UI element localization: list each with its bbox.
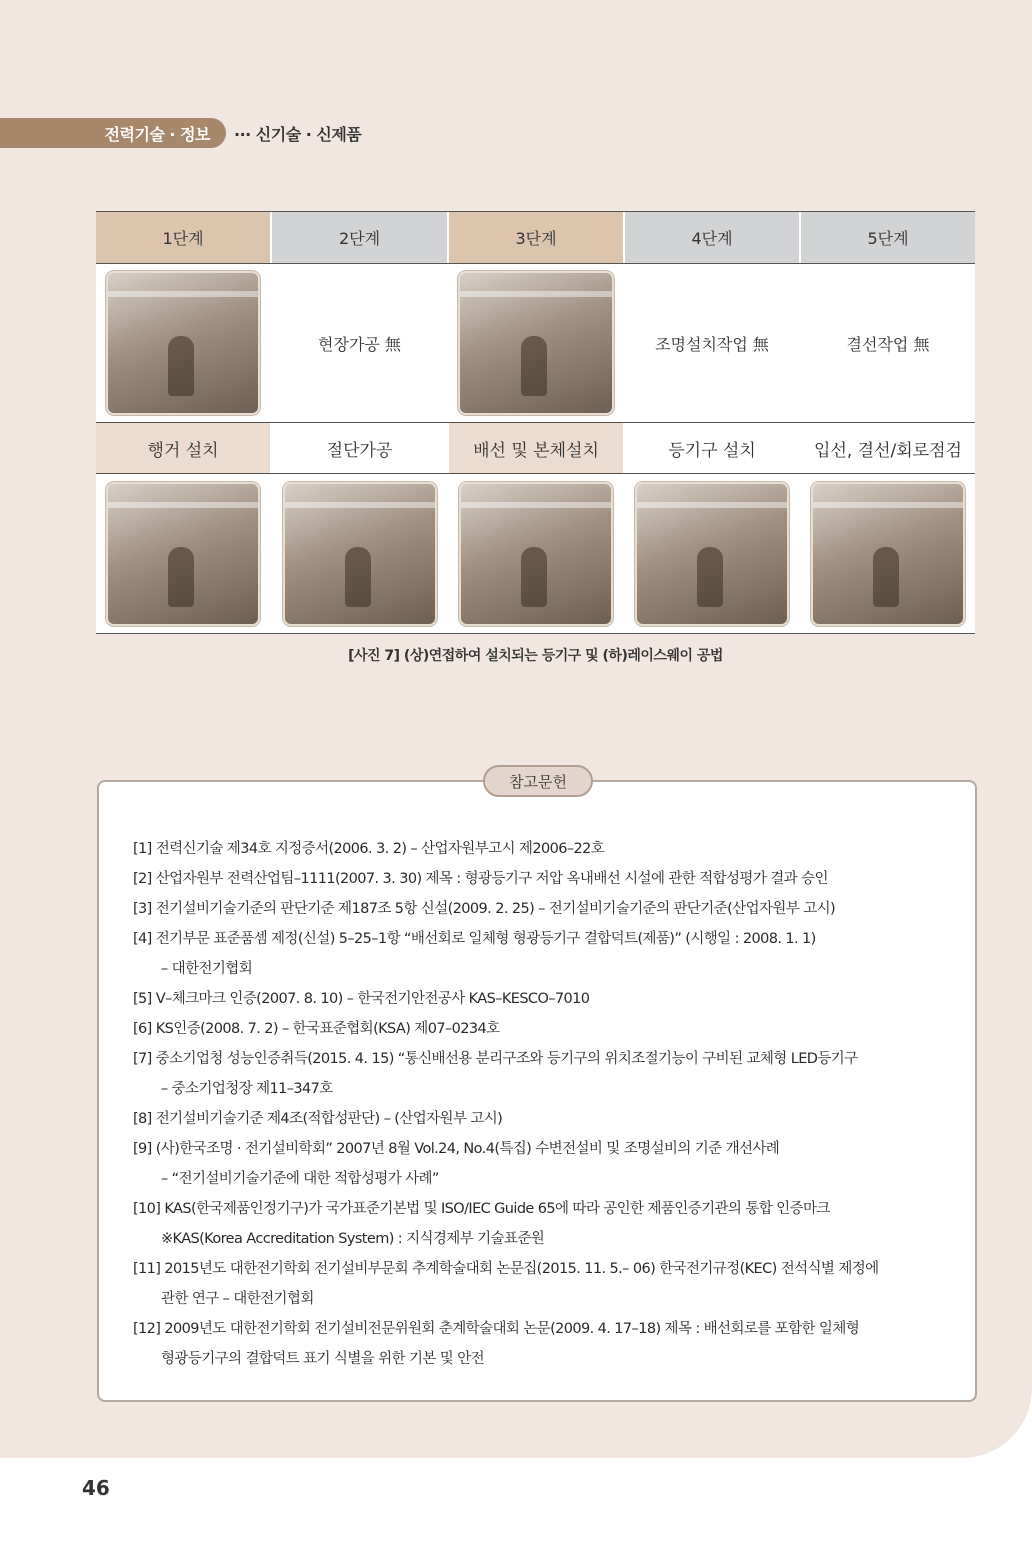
- hanger-photo: [106, 482, 260, 626]
- hanger-install-photo: [106, 271, 260, 415]
- reference-item: [8] 전기설비기술기준 제4조(적합성판단) – (산업자원부 고시): [133, 1111, 503, 1127]
- stage-table: [96, 211, 975, 634]
- page-number: 46: [82, 1476, 110, 1500]
- section-tab: [0, 118, 226, 148]
- stage-5-header: 5단계: [801, 212, 975, 263]
- inspection-photo: [811, 482, 965, 626]
- reference-item: [1] 전력신기술 제34호 지정증서(2006. 3. 2) – 산업자원부고시 제2006–22호: [133, 841, 605, 857]
- reference-item-continued: – 중소기업청장 제11–347호: [161, 1081, 333, 1097]
- stage-1-header: 1단계: [96, 212, 272, 263]
- reference-item-continued: 관한 연구 – 대한전기협회: [161, 1291, 314, 1307]
- reference-item: [10] KAS(한국제품인정기구)가 국가표준기본법 및 ISO/IEC Guide 65에 따라 공인한 제품인증기관의 통합 인증마크: [133, 1201, 830, 1217]
- reference-item-continued: – 대한전기협회: [161, 961, 253, 977]
- references-list: [133, 834, 943, 1374]
- stage-4-lower-cell: [625, 474, 801, 633]
- reference-item-continued: – “전기설비기술기준에 대한 적합성평가 사례”: [161, 1171, 439, 1187]
- label-fixture: 등기구 설치: [625, 423, 801, 473]
- stage-label-row: [96, 423, 975, 474]
- label-hanger: 행거 설치: [96, 423, 272, 473]
- reference-item-continued: ※KAS(Korea Accreditation System) : 지식경제부 기술표준원: [161, 1231, 545, 1247]
- label-wiring-body: 배선 및 본체설치: [449, 423, 625, 473]
- reference-item: [6] KS인증(2008. 7. 2) – 한국표준협회(KSA) 제07–0234호: [133, 1021, 500, 1037]
- section-title: 전력기술 · 정보: [104, 124, 210, 144]
- label-cutting: 절단가공: [272, 423, 449, 473]
- label-connection-check: 입선, 결선/회로점검: [801, 423, 975, 473]
- reference-item: [2] 산업자원부 전력산업팀–1111(2007. 3. 30) 제목 : 형광등기구 저압 옥내배선 시설에 관한 적합성평가 결과 승인: [133, 871, 828, 887]
- subsection-title: ··· 신기술 · 신제품: [234, 124, 362, 144]
- stage-2-lower-cell: [272, 474, 449, 633]
- reference-item: [4] 전기부문 표준품셈 제정(신설) 5–25–1항 “배선회로 일체형 형광등기구 결합덕트(제품)” (시행일 : 2008. 1. 1): [133, 931, 816, 947]
- stage-4-header: 4단계: [625, 212, 801, 263]
- stage-2-header: 2단계: [272, 212, 449, 263]
- reference-item: [3] 전기설비기술기준의 판단기준 제187조 5항 신설(2009. 2. 25) – 전기설비기술기준의 판단기준(산업자원부 고시): [133, 901, 836, 917]
- wiring-photo: [459, 482, 613, 626]
- stage-5-lower-cell: [801, 474, 975, 633]
- stage-3-lower-cell: [449, 474, 625, 633]
- reference-item: [7] 중소기업청 성능인증취득(2015. 4. 15) “통신배선용 분리구조와 등기구의 위치조절기능이 구비된 교체형 LED등기구: [133, 1051, 858, 1067]
- reference-item-continued: 형광등기구의 결합덕트 표기 식별을 위한 기본 및 안전: [161, 1351, 485, 1367]
- reference-item: [11] 2015년도 대한전기학회 전기설비부문회 추계학술대회 논문집(2015. 11. 5.– 06) 한국전기규정(KEC) 전석식별 제정에: [133, 1261, 879, 1277]
- fixture-photo: [635, 482, 789, 626]
- stage-3-header: 3단계: [449, 212, 625, 263]
- stage-4-no-lighting-work: 조명설치작업 無: [625, 264, 801, 422]
- stage-1-lower-cell: [96, 474, 272, 633]
- stage-header-row: [96, 212, 975, 264]
- upper-photo-row: [96, 264, 975, 423]
- stage-2-no-site-work: 현장가공 無: [272, 264, 449, 422]
- stage-1-upper-cell: [96, 264, 272, 422]
- reference-item: [5] V–체크마크 인증(2007. 8. 10) – 한국전기안전공사 KAS–KESCO–7010: [133, 991, 590, 1007]
- photo-caption: [사진 7] (상)연접하여 설치되는 등기구 및 (하)레이스웨이 공법: [348, 648, 723, 664]
- stage-5-no-wiring-work: 결선작업 無: [846, 334, 930, 354]
- lower-photo-row: [96, 474, 975, 634]
- cutting-photo: [283, 482, 437, 626]
- references-title: 참고문헌: [483, 765, 593, 797]
- fixture-install-photo: [458, 271, 614, 415]
- reference-item: [12] 2009년도 대한전기학회 전기설비전문위원회 춘계학술대회 논문(2009. 4. 17–18) 제목 : 배선회로를 포함한 일체형: [133, 1321, 860, 1337]
- reference-item: [9] (사)한국조명 · 전기설비학회” 2007년 8월 Vol.24, No.4(특집) 수변전설비 및 조명설비의 기준 개선사례: [133, 1141, 780, 1157]
- stage-3-upper-cell: [449, 264, 625, 422]
